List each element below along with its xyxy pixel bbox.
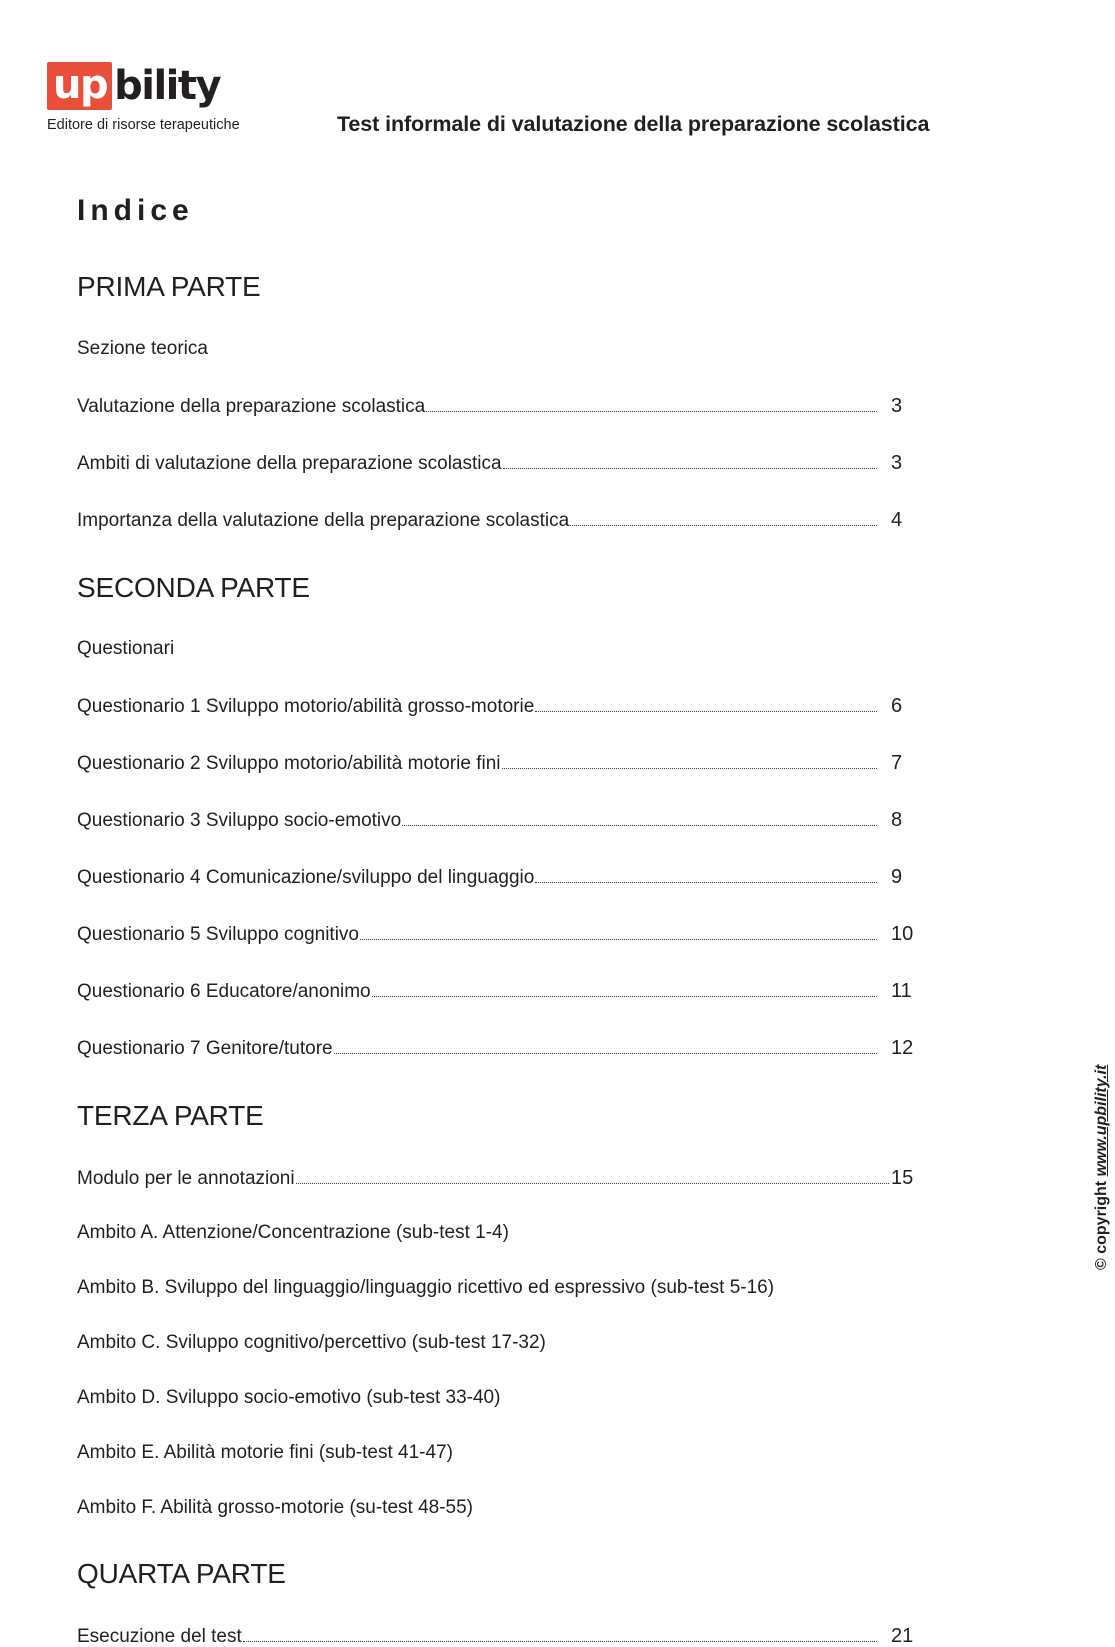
toc-entry[interactable]	[77, 1626, 937, 1647]
toc-plain-entry: Ambito B. Sviluppo del linguaggio/linguaggio ricettivo ed espressivo (sub-test 5-16)	[77, 1277, 775, 1299]
toc-content	[77, 196, 937, 1647]
toc-dot-leader	[243, 1640, 877, 1642]
document-title: Test informale di valutazione della preparazione scolastica	[337, 112, 930, 136]
logo-up-badge: up	[47, 62, 112, 110]
toc-entry[interactable]	[77, 924, 937, 945]
toc-plain-entry: Ambito E. Abilità motorie fini (sub-test 41-47)	[77, 1442, 453, 1464]
toc-entry-label: Questionario 1 Sviluppo motorio/abilità grosso-motorie	[77, 696, 535, 718]
toc-entry-page: 3	[891, 451, 903, 474]
copyright-sidebar	[1071, 980, 1110, 1280]
toc-dot-leader	[402, 824, 877, 826]
toc-entry[interactable]	[77, 396, 937, 417]
section-heading-terza-parte: TERZA PARTE	[77, 1100, 264, 1132]
page-header	[0, 0, 1115, 165]
toc-entry-page: 8	[891, 809, 903, 832]
toc-entry[interactable]	[77, 753, 937, 774]
logo-wordmark	[47, 62, 287, 110]
toc-entry[interactable]	[77, 696, 937, 717]
toc-dot-leader	[334, 1052, 877, 1054]
section-heading-seconda-parte: SECONDA PARTE	[77, 571, 310, 603]
toc-entry-page: 6	[891, 695, 903, 718]
toc-dot-leader	[535, 710, 877, 712]
toc-dot-leader	[503, 467, 877, 469]
toc-plain-entry: Ambito C. Sviluppo cognitivo/percettivo (sub-test 17-32)	[77, 1332, 546, 1354]
page-title: Indice	[77, 194, 194, 227]
toc-entry-label: Questionario 3 Sviluppo socio-emotivo	[77, 810, 402, 832]
toc-entry-page: 15	[891, 1167, 914, 1190]
toc-plain-entry: Ambito F. Abilità grosso-motorie (su-test 48-55)	[77, 1497, 473, 1519]
toc-plain-entry: Ambito A. Attenzione/Concentrazione (sub-test 1-4)	[77, 1222, 509, 1244]
toc-entry-page: 3	[891, 394, 903, 417]
toc-entry-label: Modulo per le annotazioni	[77, 1168, 295, 1190]
toc-dot-leader	[372, 995, 877, 997]
toc-entry-label: Importanza della valutazione della preparazione scolastica	[77, 509, 570, 531]
copyright-text	[1093, 1065, 1111, 1270]
logo-bility-text: bility	[114, 63, 221, 109]
toc-entry-label: Valutazione della preparazione scolastica	[77, 395, 426, 417]
toc-dot-leader	[360, 938, 877, 940]
section-subheading-questionari: Questionari	[77, 638, 175, 660]
toc-entry-page: 21	[891, 1624, 914, 1647]
toc-entry[interactable]	[77, 981, 937, 1002]
toc-entry-page: 7	[891, 752, 903, 775]
section-heading-quarta-parte: QUARTA PARTE	[77, 1558, 286, 1590]
toc-entry-page: 12	[891, 1037, 914, 1060]
toc-entry-label: Ambiti di valutazione della preparazione scolastica	[77, 452, 502, 474]
toc-entry-label: Questionario 5 Sviluppo cognitivo	[77, 924, 360, 946]
toc-entry-page: 11	[891, 980, 912, 1003]
toc-plain-entry: Ambito D. Sviluppo socio-emotivo (sub-test 33-40)	[77, 1387, 501, 1409]
toc-entry[interactable]	[77, 867, 937, 888]
toc-entry[interactable]	[77, 810, 937, 831]
toc-dot-leader	[426, 410, 877, 412]
toc-entry[interactable]	[77, 453, 937, 474]
toc-dot-leader	[570, 524, 877, 526]
copyright-url[interactable]: www.upbility.it	[1093, 1064, 1110, 1177]
section-subheading-sezione-teorica: Sezione teorica	[77, 337, 208, 359]
toc-entry-page: 9	[891, 866, 903, 889]
toc-entry[interactable]	[77, 1168, 937, 1189]
toc-entry[interactable]	[77, 1038, 937, 1059]
logo-tagline: Editore di risorse terapeutiche	[47, 117, 240, 133]
toc-entry-label: Questionario 7 Genitore/tutore	[77, 1038, 333, 1060]
toc-entry[interactable]	[77, 510, 937, 531]
toc-entry-label: Questionario 2 Sviluppo motorio/abilità motorie fini	[77, 753, 501, 775]
toc-entry-page: 10	[891, 923, 914, 946]
toc-dot-leader	[535, 881, 877, 883]
section-heading-prima-parte: PRIMA PARTE	[77, 271, 261, 302]
copyright-prefix: © copyright	[1093, 1176, 1110, 1270]
toc-entry-page: 4	[891, 508, 903, 531]
toc-dot-leader	[296, 1182, 889, 1184]
toc-entry-label: Esecuzione del test	[77, 1625, 242, 1647]
brand-logo	[47, 62, 287, 133]
toc-dot-leader	[502, 767, 878, 769]
toc-entry-label: Questionario 4 Comunicazione/sviluppo del linguaggio	[77, 867, 535, 889]
toc-entry-label: Questionario 6 Educatore/anonimo	[77, 981, 371, 1003]
